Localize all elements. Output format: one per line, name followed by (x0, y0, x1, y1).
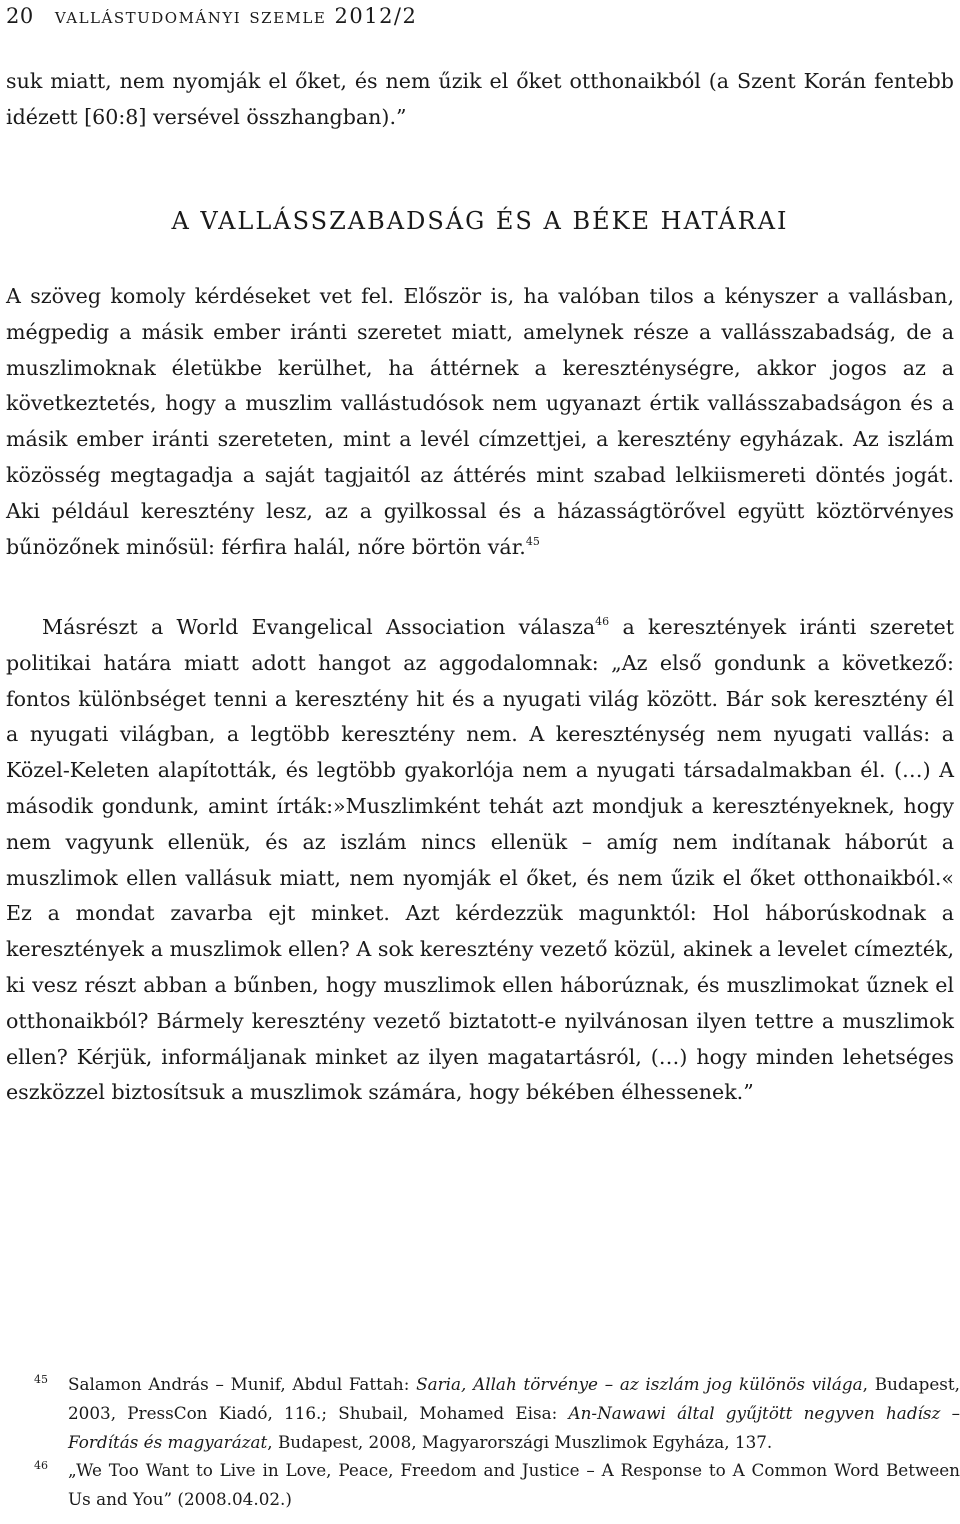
section-title: A VALLÁSSZABADSÁG ÉS A BÉKE HATÁRAI (171, 207, 789, 235)
footnote-number: 46 (34, 1459, 48, 1473)
running-header (6, 2, 417, 30)
paragraph-3 (6, 610, 954, 1111)
paragraph-2 (6, 279, 954, 565)
footnote-ref-46[interactable]: 46 (595, 615, 610, 628)
footnotes (34, 1370, 960, 1514)
journal-title: vallástudományi szemle 2012/2 (54, 4, 418, 28)
footnote-45 (34, 1370, 960, 1456)
footnote-text: „We Too Want to Live in Love, Peace, Freedom and Justice – A Response to A Common Word Between Us and You” (2008.04.02.) (68, 1460, 960, 1510)
footnote-text: , Budapest, 2008, Magyarországi Muszlimok Egyháza, 137. (267, 1431, 773, 1452)
page-number: 20 (6, 4, 34, 28)
intro-paragraph: suk miatt, nem nyomják el őket, és nem űzik el őket otthonaikból (a Szent Korán fentebb idézett [60:8] versével összhangban).” (6, 69, 954, 129)
footnote-title: An-Nawawi által gyűjtött negyven hadísz – Fordítás és magyarázat (68, 1402, 960, 1452)
footnote-title: Saria, Allah törvénye – az iszlám jog különös világa (416, 1374, 863, 1394)
footnote-number: 45 (34, 1373, 48, 1386)
footnote-46 (34, 1456, 960, 1514)
paragraph-3-start: Másrészt a World Evangelical Association válasza (42, 615, 596, 639)
footnote-text: , Budapest, 2003, PressCon Kiadó, 116.; Shubail, Mohamed Eisa: (68, 1374, 960, 1423)
paragraph-3-rest: a keresztények iránti szeretet politikai határa miatt adott hangot az aggodalomnak: „Az első gondunk a következő: fontos különbséget tenni a keresztény hit és a nyugati világ között. Bár sok keresztény él a nyugati világban, a legtöbb keresztény nem. A kereszténység nem nyugati vallás: a Közel-Keleten alapították, és legtöbb gyakorlója nem a nyugati társadalmakban él. (…) A második gondunk, amint írták:»Muszlimként tehát azt mondjuk a keresztényeknek, hogy nem vagyunk ellenük, és az iszlám nincs ellenük – amíg nem indítanak háborút a muszlimok ellen vallásuk miatt, nem nyomják el őket, és nem űzik el őket otthonaikból.« Ez a mondat zavarba ejt minket. Azt kérdezzük magunktól: Hol háborúskodnak a keresztények a muszlimok ellen? A sok keresztény vezető közül, akinek a levelet címezték, ki vesz részt abban a bűnben, hogy muszlimok ellen háborúznak, és muszlimokat űznek el otthonaikból? Bármely keresztény vezető biztatott-e nyilvánosan ilyen tettre a muszlimok ellen? Kérjük, informáljanak minket az ilyen magatartásról, (…) hogy minden lehetséges eszközzel biztosítsuk a muszlimok számára, hogy békében élhessenek.” (6, 615, 954, 1105)
footnote-text: Salamon András – Munif, Abdul Fattah: (68, 1374, 417, 1394)
paragraph-2-text: A szöveg komoly kérdéseket vet fel. Először is, ha valóban tilos a kényszer a vallásban, mégpedig a másik ember iránti szeretet miatt, amelynek része a vallásszabadság, de a muszlimoknak életükbe kerülhet, ha áttérnek a kereszténységre, akkor jogos az a következtetés, hogy a muszlim vallástudósok nem ugyanazt értik vallásszabadságon és a másik ember iránti szereteten, mint a levél címzettjei, a keresztény egyházak. Az iszlám közösség megtagadja a saját tagjaitól az áttérés mint szabad lelkiismereti döntés jogát. Aki például keresztény lesz, az a gyilkossal és a házasságtörővel együtt köztörvényes bűnözőnek minősül: férfira halál, nőre börtön vár. (6, 284, 954, 559)
footnote-ref-45[interactable]: 45 (525, 534, 540, 548)
